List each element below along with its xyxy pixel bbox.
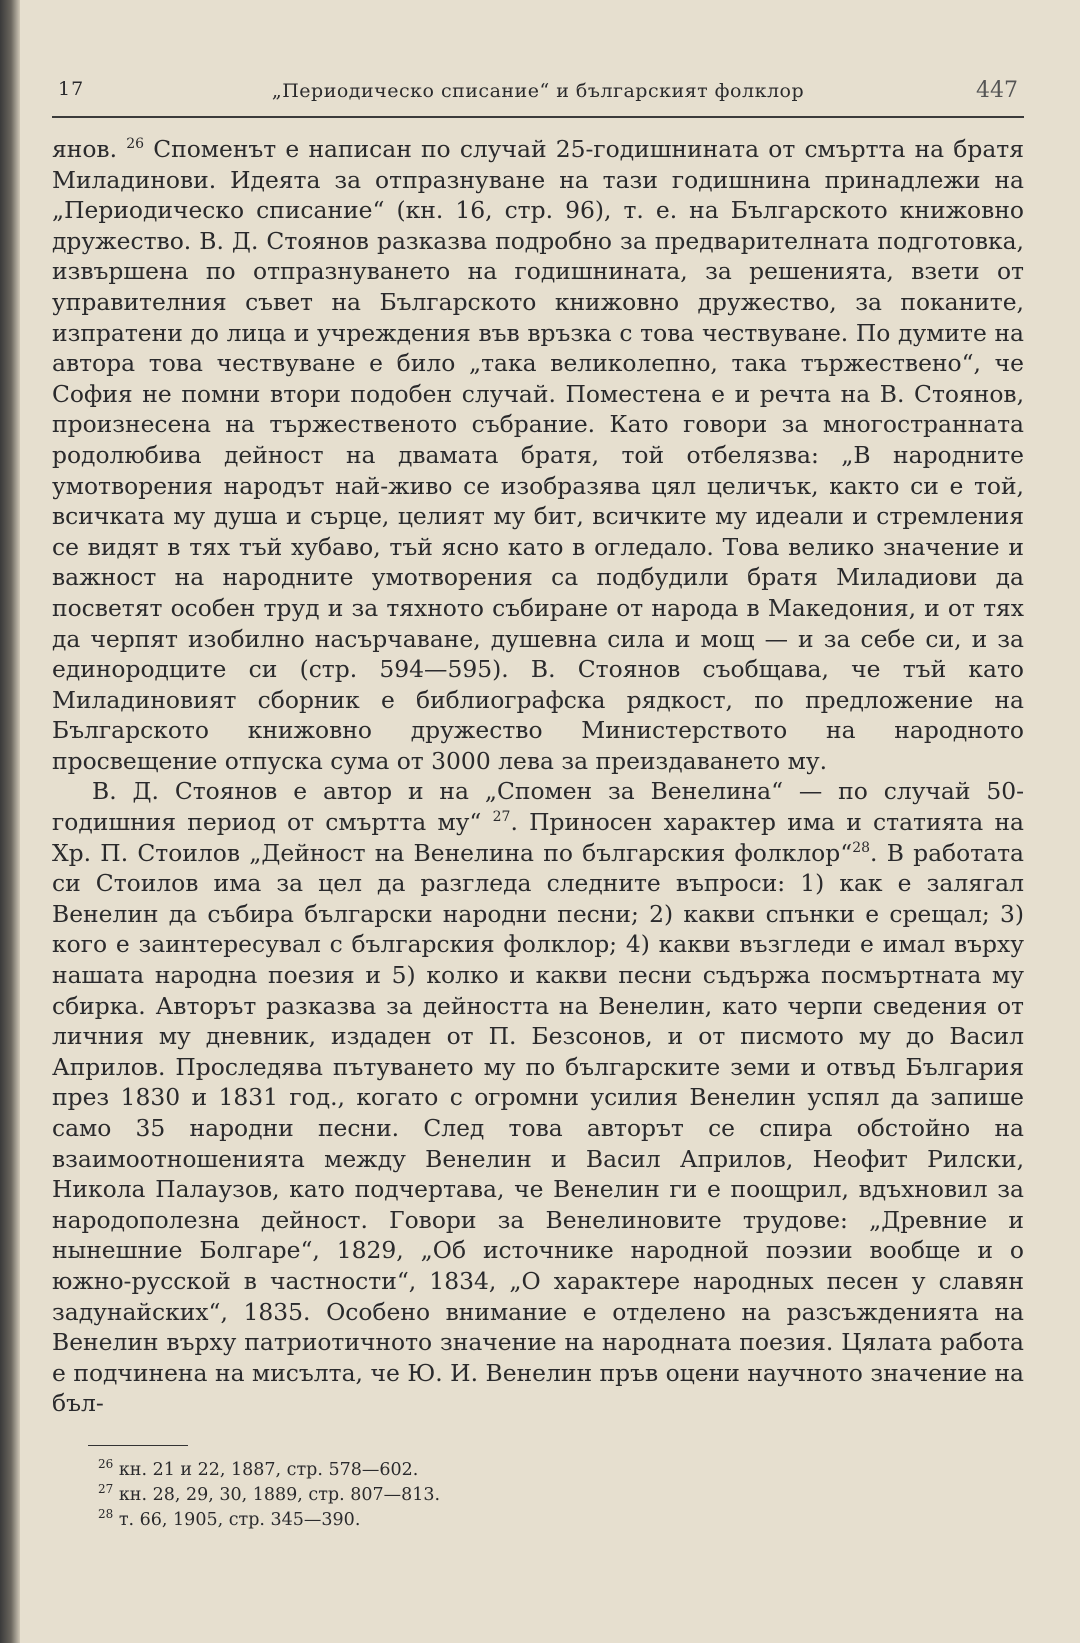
footnote bbox=[98, 1508, 1024, 1533]
footnote-ref: 28 bbox=[852, 839, 871, 856]
footnote bbox=[98, 1458, 1024, 1483]
footnote-text: кн. 28, 29, 30, 1889, стр. 807—813. bbox=[113, 1484, 441, 1505]
footnote-number: 26 bbox=[98, 1457, 114, 1472]
running-title: „Периодическо списание“ и българският фолклор bbox=[271, 80, 805, 102]
footnote-ref: 26 bbox=[126, 136, 145, 153]
page-number: 447 bbox=[976, 78, 1018, 103]
footnote-number: 28 bbox=[98, 1507, 114, 1522]
body-text bbox=[52, 134, 1024, 1419]
paragraph: янов. $^{26}$ Споменът е написан по случай 25-годишнината от смъртта на братя Миладинови. Идеята за отпразнуване на тази годишнина принадлежи на „Периодическо списание“ (кн. 16, стр. 96), т. е. на Българското книжовно дружество. В. Д. Стоянов разказва подробно за предварителната подготовка, извършена по отпразнуването на годишнината, за решенията, взети от управителния съвет на Българското книжовно дружество, за поканите, изпратени до лица и учреждения във връзка с това чествуване. По думите на автора това чествуване е било „така великолепно, така тържествено“, че София не помни втори подобен случай. Поместена е и речта на В. Стоянов, произнесена на тържественото събрание. Като говори за многостранната родолюбива дейност на двамата братя, той отбелязва: „В народните умотворения народът най-живо се изобразява цял целичък, както си е той, всичката му душа и сърце, целият му бит, всичките му идеали и стремления се видят в тях тъй хубаво, тъй ясно като в огледало. Това велико значение и важност на народните умотворения са подбудили братя Миладиови да посветят особен труд и за тяхното събиране от народа в Македония, и от тях да черпят изобилно насърчаване, душевна сила и мощ — и за себе си, и за единородците си (стр. 594—595). В. Стоянов съобщава, че тъй като Миладиновият сборник е библиографска рядкост, по предложение на Българското книжовно дружество Министерството на народното просвещение отпуска сума от 3000 лева за преиздаването му. bbox=[52, 135, 1025, 775]
section-number: 17 bbox=[58, 78, 85, 100]
footnote-text: т. 66, 1905, стр. 345—390. bbox=[113, 1509, 361, 1530]
footnote-text: кн. 21 и 22, 1887, стр. 578—602. bbox=[113, 1459, 419, 1480]
footnote bbox=[98, 1483, 1024, 1508]
page bbox=[52, 72, 1024, 1632]
footnotes bbox=[98, 1458, 1024, 1533]
footnote-rule bbox=[88, 1445, 188, 1446]
footnote-number: 27 bbox=[98, 1482, 114, 1497]
paragraph: В. Д. Стоянов е автор и на „Спомен за Венелина“ — по случай 50-годишния период от смъртта му“ $^{27}$. Приносен характер има и статията на Хр. П. Стоилов „Дейност на Венелина по българския фолклор“$^{28}$. В работата си Стоилов има за цел да разгледа следните въпроси: 1) как е залягал Венелин да събира български народни песни; 2) какви спънки е срещал; 3) кого е заинтересувал с българския фолклор; 4) какви възгледи е имал върху нашата народна поезия и 5) колко и какви песни съдържа посмъртната му сбирка. Авторът разказва за дейността на Венелин, като черпи сведения от личния му дневник, издаден от П. Безсонов, и от писмото му до Васил Априлов. Проследява пътуването му по българските земи и отвъд България през 1830 и 1831 год., когато с огромни усилия Венелин успял да запише само 35 народни песни. След това авторът се спира обстойно на взаимоотношенията между Венелин и Васил Априлов, Неофит Рилски, Никола Палаузов, като подчертава, че Венелин ги е поощрил, вдъхновил за народополезна дейност. Говори за Венелиновите трудове: „Древние и нынешние Болгаре“, 1829, „Об источнике народной поэзии вообще и о южно-русской в частности“, 1834, „О характере народных песен у славян задунайских“, 1835. Особено внимание е отделено на разсъжденията на Венелин върху патриотичното значение на народната поезия. Цялата работа е подчинена на мисълта, че Ю. И. Венелин пръв оцени научното значение на бъл- bbox=[52, 777, 1024, 1418]
book-spine-shadow bbox=[0, 0, 20, 1643]
footnote-ref: 27 bbox=[492, 809, 511, 826]
running-head bbox=[52, 72, 1024, 118]
